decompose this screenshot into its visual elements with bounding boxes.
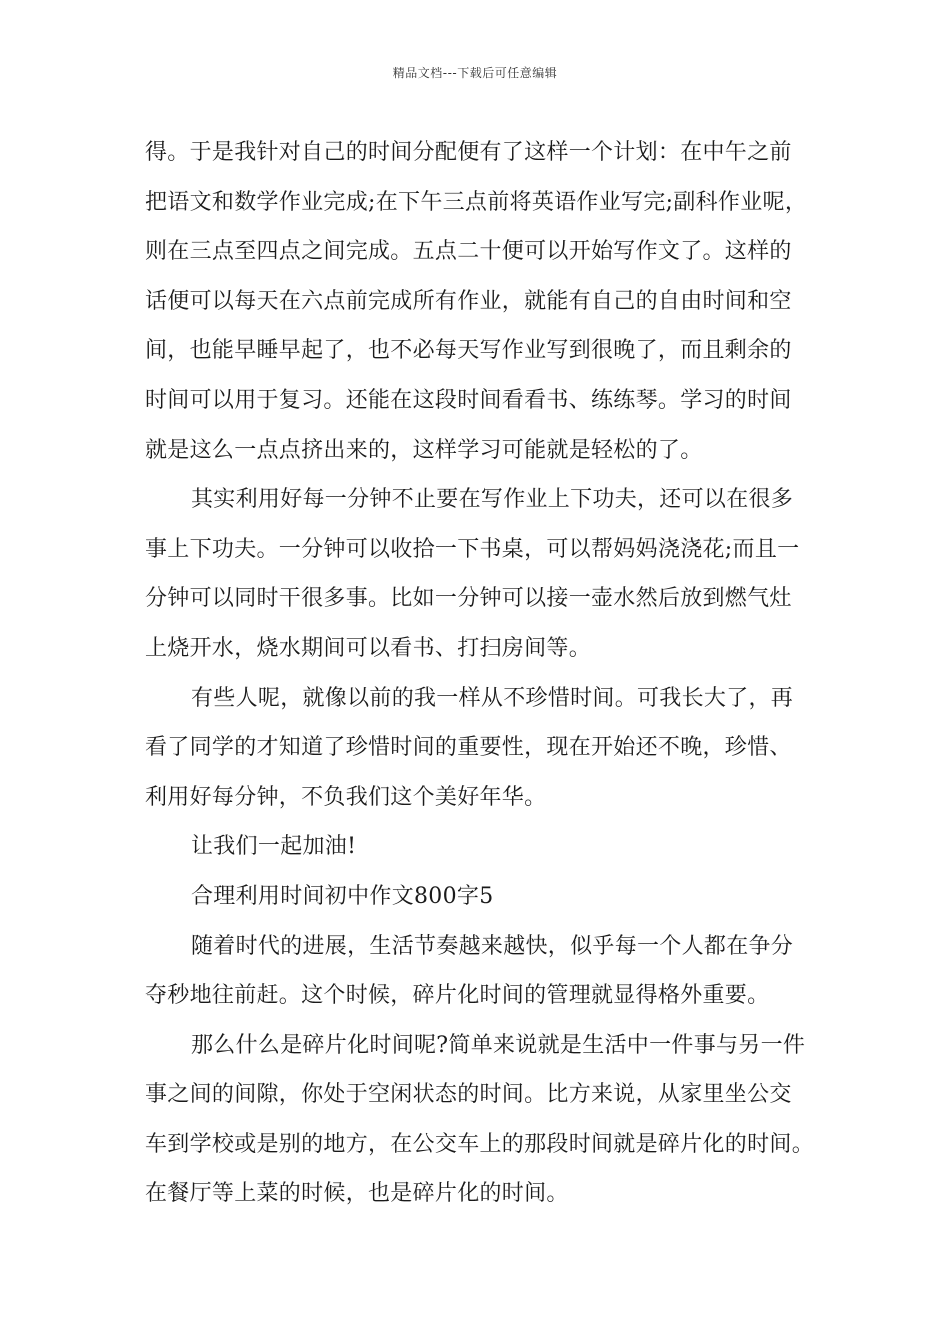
- text-line: 夺秒地往前赶。这个时候，碎片化时间的管理就显得格外重要。: [145, 983, 770, 1009]
- text-line: 事之间的间隙，你处于空闲状态的时间。比方来说，从家里坐公交: [145, 1082, 792, 1108]
- text-line: 间，也能早睡早起了，也不必每天写作业写到很晚了，而且剩余的: [145, 338, 792, 364]
- text-line: 分钟可以同时干很多事。比如一分钟可以接一壶水然后放到燃气灶: [145, 586, 792, 612]
- text-line: 让我们一起加油!: [191, 834, 357, 860]
- text-line: 那么什么是碎片化时间呢?简单来说就是生活中一件事与另一件: [191, 1032, 806, 1058]
- text-line: 得。于是我针对自己的时间分配便有了这样一个计划：在中午之前: [145, 140, 792, 165]
- text-line: 其实利用好每一分钟不止要在写作业上下功夫，还可以在很多: [191, 487, 794, 513]
- text-line: 则在三点至四点之间完成。五点二十便可以开始写作文了。这样的: [145, 239, 792, 265]
- text-line: 就是这么一点点挤出来的，这样学习可能就是轻松的了。: [145, 437, 703, 463]
- document-body: [145, 128, 825, 1219]
- text-line: 话便可以每天在六点前完成所有作业，就能有自己的自由时间和空: [145, 288, 792, 314]
- text-line: 在餐厅等上菜的时候，也是碎片化的时间。: [145, 1181, 569, 1207]
- text-line: 车到学校或是别的地方，在公交车上的那段时间就是碎片化的时间。: [145, 1131, 815, 1157]
- text-line: 上烧开水，烧水期间可以看书、打扫房间等。: [145, 635, 592, 661]
- text-line: 时间可以用于复习。还能在这段时间看看书、练练琴。学习的时间: [145, 387, 792, 413]
- text-line: 把语文和数学作业完成;在下午三点前将英语作业写完;副科作业呢，: [145, 189, 808, 215]
- section-title: 合理利用时间初中作文800字5: [191, 883, 494, 909]
- text-line: 利用好每分钟，不负我们这个美好年华。: [145, 784, 547, 810]
- text-line: 随着时代的进展，生活节奏越来越快，似乎每一个人都在争分: [191, 933, 794, 959]
- page-header: 精品文档---下载后可任意编辑: [392, 66, 558, 80]
- text-line: 事上下功夫。一分钟可以收拾一下书桌，可以帮妈妈浇浇花;而且一: [145, 536, 800, 562]
- text-line: 看了同学的才知道了珍惜时间的重要性，现在开始还不晚，珍惜、: [145, 735, 792, 761]
- text-line: 有些人呢，就像以前的我一样从不珍惜时间。可我长大了，再: [191, 685, 794, 711]
